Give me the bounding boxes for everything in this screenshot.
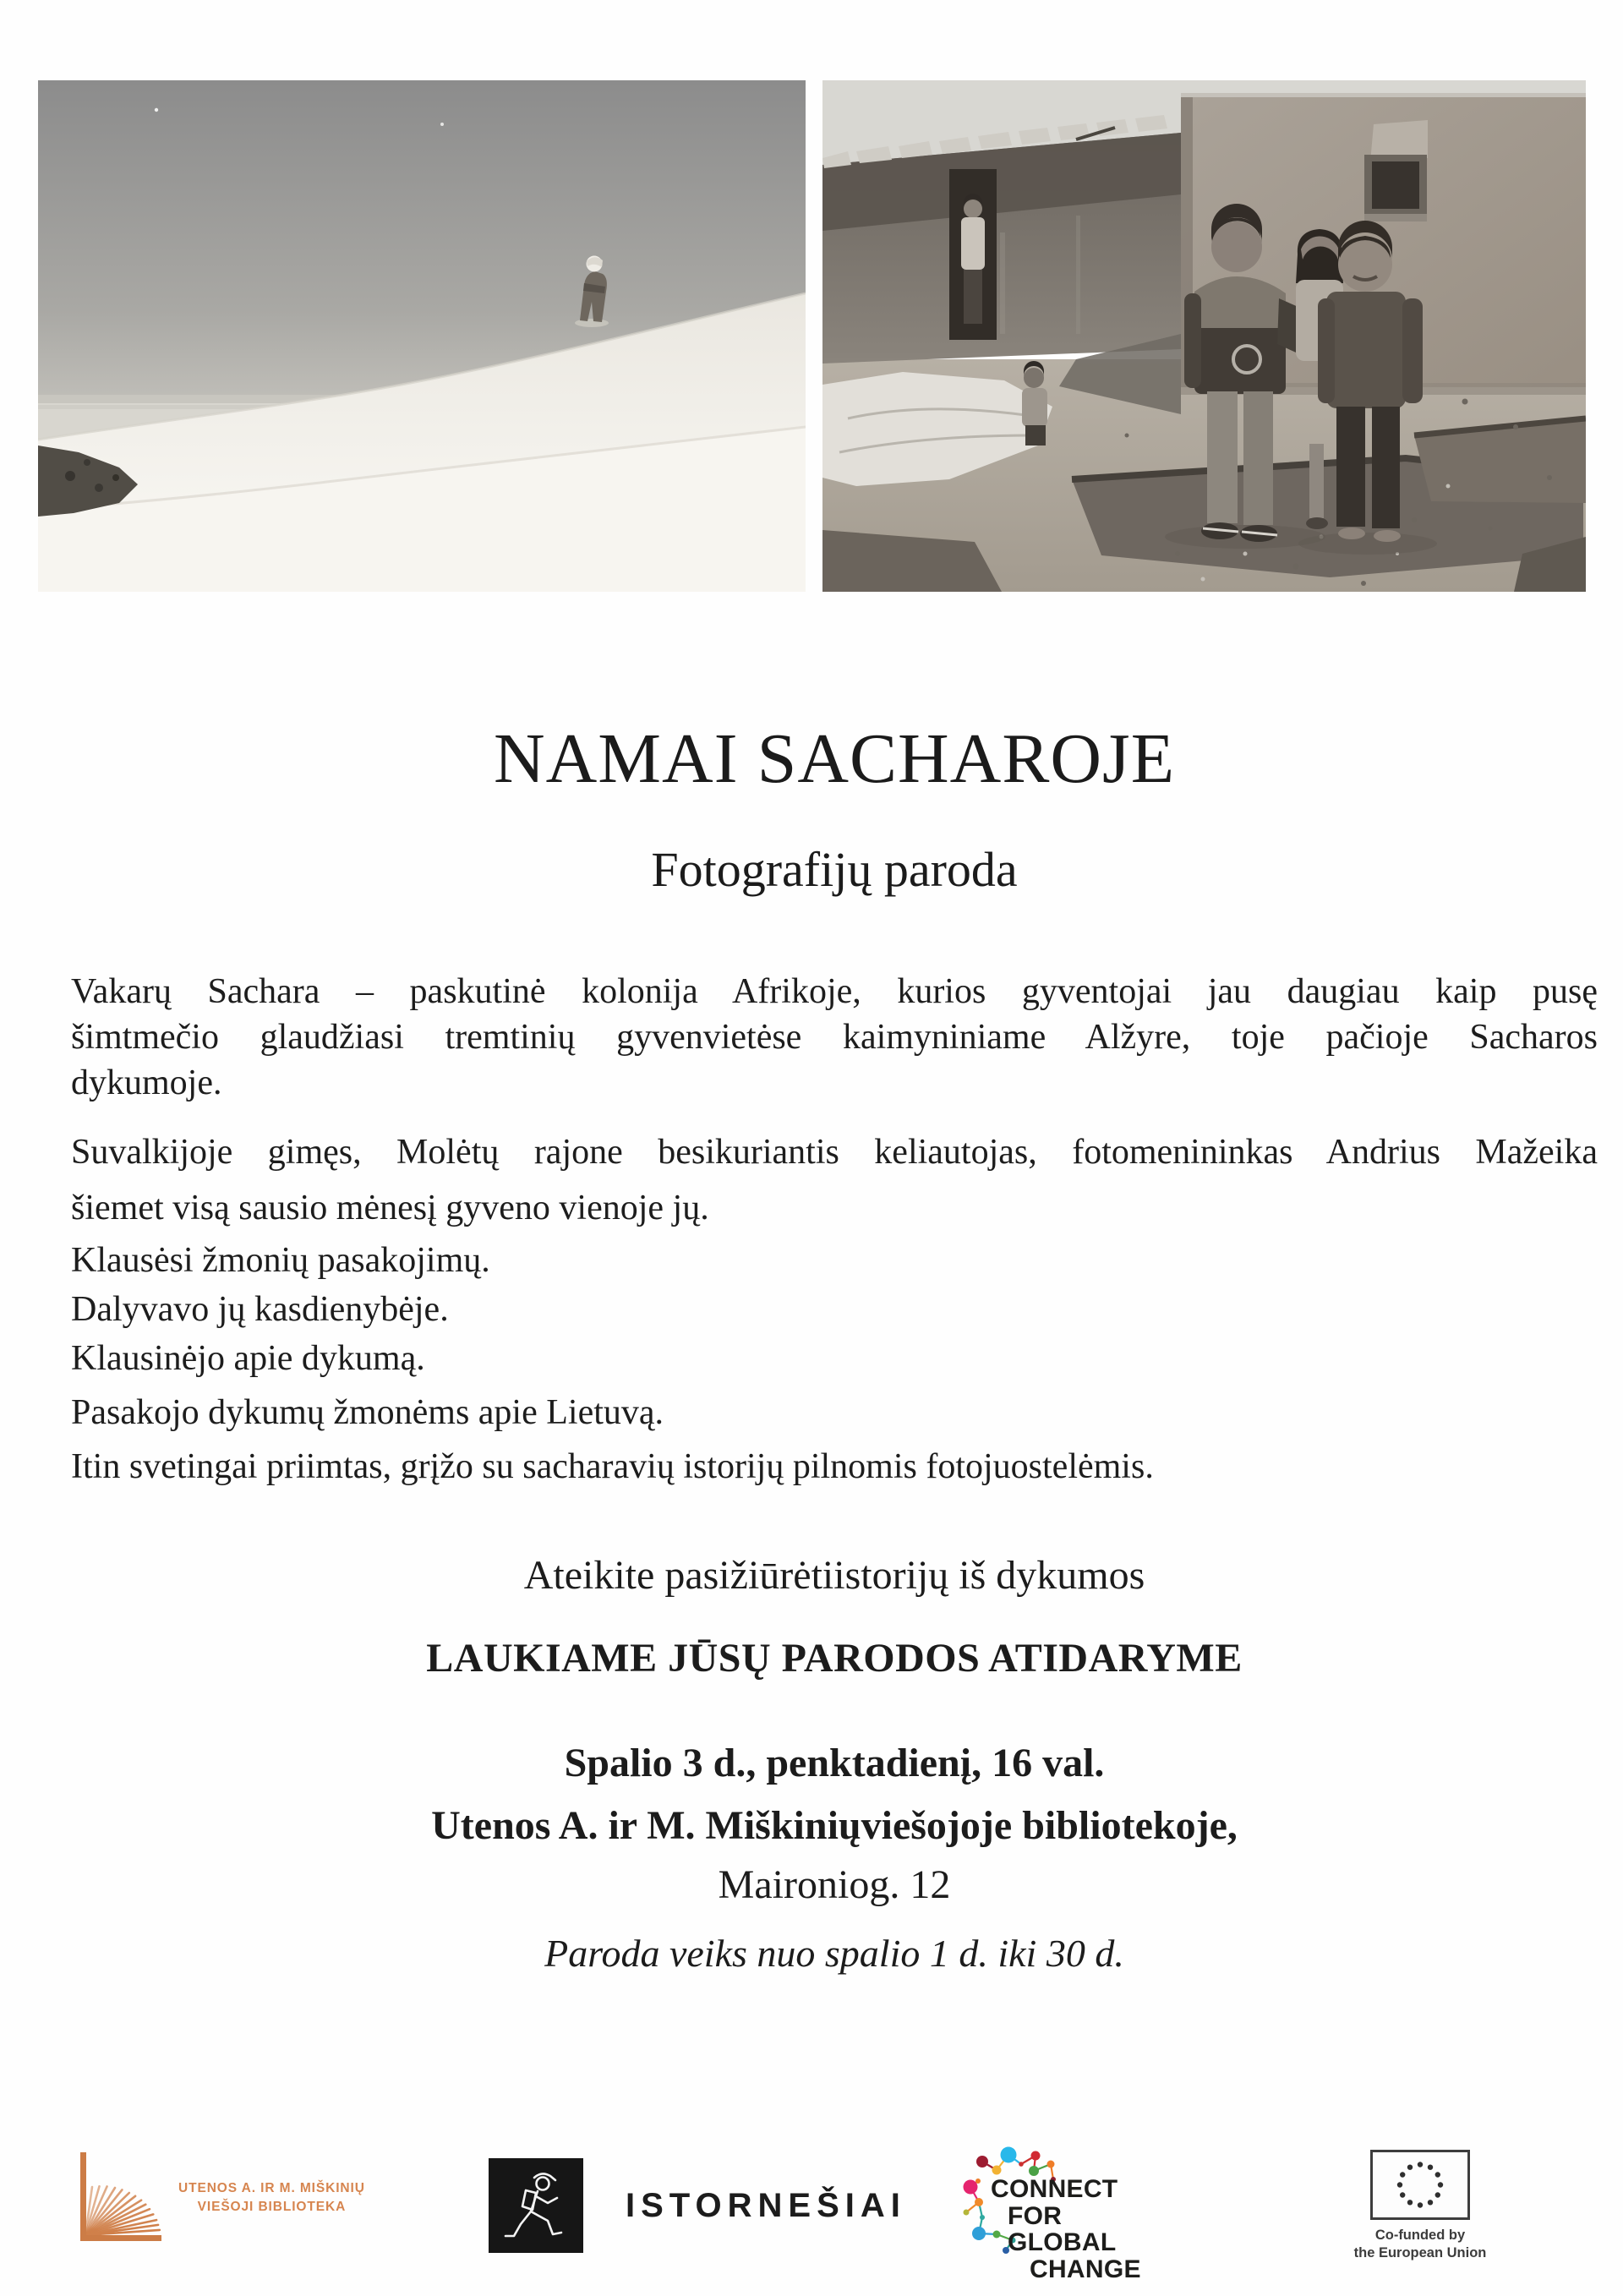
photo-children-settlement	[822, 80, 1586, 592]
eu-cofunded-logo	[1348, 2150, 1492, 2262]
exhibition-duration: Paroda veiks nuo spalio 1 d. iki 30 d.	[544, 1932, 1124, 1975]
event-venue: Utenos A. ir M. Miškiniųviešojoje bibliotekoje,	[431, 1803, 1238, 1848]
paragraph-line: šimtmečio glaudžiasi tremtinių gyvenvietėse kaimyniniame Alžyre, toje pačioje Sacharos	[71, 1018, 1598, 1057]
exhibition-subtitle: Fotografijų paroda	[651, 842, 1018, 897]
book-fan-icon	[72, 2149, 167, 2246]
event-datetime: Spalio 3 d., penktadienį, 16 val.	[564, 1741, 1105, 1785]
library-logo	[72, 2149, 365, 2246]
connect-line3: CHANGE	[1030, 2255, 1141, 2283]
children-settlement-illustration	[822, 80, 1586, 592]
waiting-line: LAUKIAME JŪSŲ PARODOS ATIDARYME	[426, 1636, 1243, 1681]
photo-desert-dune	[38, 80, 806, 592]
paragraph-line: Suvalkijoje gimęs, Molėtų rajone besikuriantis keliautojas, fotomenininkas Andrius Mažeika	[71, 1133, 1598, 1172]
walking-person-icon	[489, 2158, 583, 2253]
library-name-line1: UTENOS A. IR M. MIŠKINIŲ	[178, 2180, 365, 2195]
eu-cofunded-text	[1348, 2227, 1492, 2262]
library-logo-text	[178, 2179, 365, 2217]
eu-flag-icon	[1370, 2150, 1470, 2220]
connect-logo-text	[991, 2176, 1165, 2282]
eu-text-line1: Co-funded by	[1374, 2228, 1466, 2243]
istornesiai-logo	[489, 2158, 906, 2253]
connect-line2: FOR GLOBAL	[1008, 2201, 1117, 2256]
desert-dune-illustration	[38, 80, 806, 592]
istornesiai-label: ISTORNEŠIAI	[626, 2186, 906, 2224]
eu-text-line2: the European Union	[1353, 2245, 1487, 2260]
statement-line: Klausėsi žmonių pasakojimų.	[71, 1241, 490, 1280]
connect-for-global-change-logo	[945, 2130, 1165, 2283]
body-text	[71, 969, 1598, 1491]
paragraph-line: šiemet visą sausio mėnesį gyveno vienoje jų.	[71, 1189, 709, 1227]
statement-line: Pasakojo dykumų žmonėms apie Lietuvą.	[71, 1393, 664, 1432]
paragraph-line: Vakarų Sachara – paskutinė kolonija Afrikoje, kurios gyventojai jau daugiau kaip pusę	[71, 972, 1598, 1011]
connect-line1: CONNECT	[991, 2175, 1118, 2203]
statement-line: Dalyvavo jų kasdienybėje.	[71, 1290, 449, 1329]
paragraph-line: dykumoje.	[71, 1063, 222, 1102]
event-address: Maironiog. 12	[718, 1862, 951, 1907]
come-see-line: Ateikite pasižiūrėtiistorijų iš dykumos	[523, 1553, 1145, 1598]
statement-line: Itin svetingai priimtas, grįžo su sacharavių istorijų pilnomis fotojuostelėmis.	[71, 1447, 1154, 1486]
exhibition-title: NAMAI SACHAROJE	[493, 719, 1176, 798]
library-name-line2: VIEŠOJI BIBLIOTEKA	[197, 2199, 347, 2214]
window	[1364, 120, 1428, 221]
statement-line: Klausinėjo apie dykumą.	[71, 1339, 425, 1378]
